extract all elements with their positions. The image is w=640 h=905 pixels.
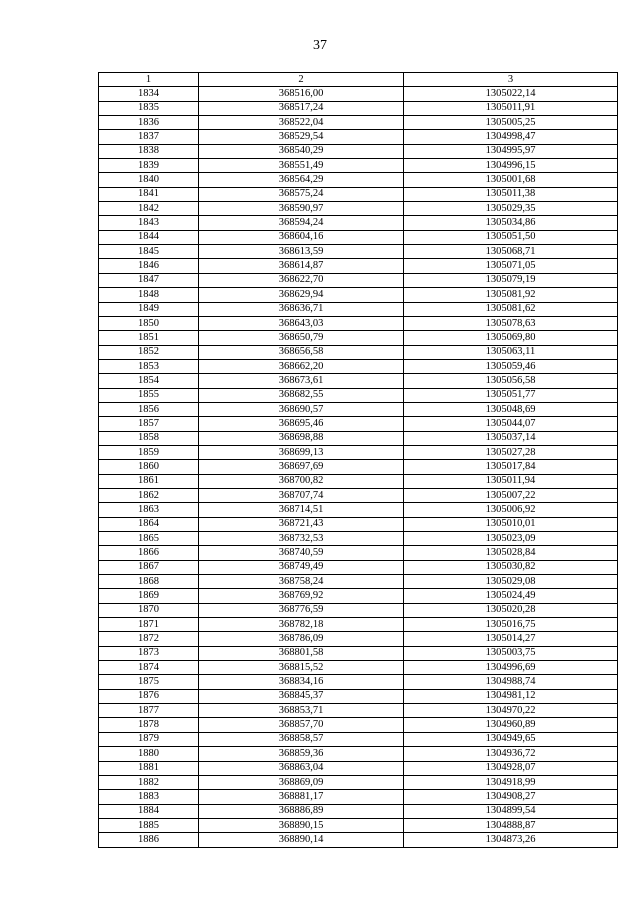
y-coordinate-cell: 1305006,92 xyxy=(404,503,618,517)
y-coordinate-cell: 1304995,97 xyxy=(404,144,618,158)
point-number-cell: 1870 xyxy=(99,603,199,617)
x-coordinate-cell: 368529,54 xyxy=(199,130,404,144)
point-number-cell: 1838 xyxy=(99,144,199,158)
header-col-1: 1 xyxy=(99,73,199,87)
x-coordinate-cell: 368622,70 xyxy=(199,273,404,287)
x-coordinate-cell: 368643,03 xyxy=(199,316,404,330)
x-coordinate-cell: 368564,29 xyxy=(199,173,404,187)
y-coordinate-cell: 1305024,49 xyxy=(404,589,618,603)
y-coordinate-cell: 1305056,58 xyxy=(404,374,618,388)
y-coordinate-cell: 1305011,94 xyxy=(404,474,618,488)
table-row xyxy=(99,474,618,488)
table-row xyxy=(99,302,618,316)
y-coordinate-cell: 1305007,22 xyxy=(404,488,618,502)
x-coordinate-cell: 368881,17 xyxy=(199,790,404,804)
y-coordinate-cell: 1304888,87 xyxy=(404,818,618,832)
x-coordinate-cell: 368859,36 xyxy=(199,747,404,761)
point-number-cell: 1877 xyxy=(99,704,199,718)
table-header xyxy=(99,73,618,87)
x-coordinate-cell: 368858,57 xyxy=(199,732,404,746)
x-coordinate-cell: 368699,13 xyxy=(199,445,404,459)
y-coordinate-cell: 1305069,80 xyxy=(404,331,618,345)
point-number-cell: 1841 xyxy=(99,187,199,201)
x-coordinate-cell: 368776,59 xyxy=(199,603,404,617)
table-row xyxy=(99,273,618,287)
table-row xyxy=(99,560,618,574)
y-coordinate-cell: 1304899,54 xyxy=(404,804,618,818)
table-body xyxy=(99,87,618,847)
y-coordinate-cell: 1305048,69 xyxy=(404,402,618,416)
table-row xyxy=(99,388,618,402)
y-coordinate-cell: 1305005,25 xyxy=(404,116,618,130)
y-coordinate-cell: 1305068,71 xyxy=(404,245,618,259)
point-number-cell: 1848 xyxy=(99,288,199,302)
x-coordinate-cell: 368698,88 xyxy=(199,431,404,445)
x-coordinate-cell: 368834,16 xyxy=(199,675,404,689)
table-row xyxy=(99,259,618,273)
y-coordinate-cell: 1304988,74 xyxy=(404,675,618,689)
table-row xyxy=(99,761,618,775)
x-coordinate-cell: 368890,15 xyxy=(199,818,404,832)
y-coordinate-cell: 1304998,47 xyxy=(404,130,618,144)
table-row xyxy=(99,331,618,345)
y-coordinate-cell: 1304928,07 xyxy=(404,761,618,775)
x-coordinate-cell: 368749,49 xyxy=(199,560,404,574)
table-row xyxy=(99,417,618,431)
x-coordinate-cell: 368714,51 xyxy=(199,503,404,517)
table-row xyxy=(99,488,618,502)
y-coordinate-cell: 1305003,75 xyxy=(404,646,618,660)
y-coordinate-cell: 1305037,14 xyxy=(404,431,618,445)
x-coordinate-cell: 368690,57 xyxy=(199,402,404,416)
point-number-cell: 1849 xyxy=(99,302,199,316)
point-number-cell: 1854 xyxy=(99,374,199,388)
table-row xyxy=(99,603,618,617)
point-number-cell: 1837 xyxy=(99,130,199,144)
table-row xyxy=(99,575,618,589)
point-number-cell: 1859 xyxy=(99,445,199,459)
y-coordinate-cell: 1305027,28 xyxy=(404,445,618,459)
point-number-cell: 1840 xyxy=(99,173,199,187)
y-coordinate-cell: 1305044,07 xyxy=(404,417,618,431)
table-row xyxy=(99,144,618,158)
table-row xyxy=(99,216,618,230)
table-row xyxy=(99,661,618,675)
point-number-cell: 1835 xyxy=(99,101,199,115)
x-coordinate-cell: 368682,55 xyxy=(199,388,404,402)
table-row xyxy=(99,517,618,531)
point-number-cell: 1834 xyxy=(99,87,199,101)
y-coordinate-cell: 1304960,89 xyxy=(404,718,618,732)
table-row xyxy=(99,790,618,804)
point-number-cell: 1842 xyxy=(99,202,199,216)
point-number-cell: 1847 xyxy=(99,273,199,287)
x-coordinate-cell: 368721,43 xyxy=(199,517,404,531)
x-coordinate-cell: 368769,92 xyxy=(199,589,404,603)
y-coordinate-cell: 1305059,46 xyxy=(404,359,618,373)
x-coordinate-cell: 368782,18 xyxy=(199,618,404,632)
y-coordinate-cell: 1305071,05 xyxy=(404,259,618,273)
point-number-cell: 1861 xyxy=(99,474,199,488)
table-row xyxy=(99,87,618,101)
table-row xyxy=(99,804,618,818)
point-number-cell: 1879 xyxy=(99,732,199,746)
header-row xyxy=(99,73,618,87)
point-number-cell: 1883 xyxy=(99,790,199,804)
point-number-cell: 1884 xyxy=(99,804,199,818)
y-coordinate-cell: 1305017,84 xyxy=(404,460,618,474)
x-coordinate-cell: 368629,94 xyxy=(199,288,404,302)
x-coordinate-cell: 368697,69 xyxy=(199,460,404,474)
x-coordinate-cell: 368614,87 xyxy=(199,259,404,273)
x-coordinate-cell: 368732,53 xyxy=(199,532,404,546)
point-number-cell: 1864 xyxy=(99,517,199,531)
point-number-cell: 1885 xyxy=(99,818,199,832)
table-row xyxy=(99,245,618,259)
y-coordinate-cell: 1305051,50 xyxy=(404,230,618,244)
y-coordinate-cell: 1304918,99 xyxy=(404,775,618,789)
y-coordinate-cell: 1305034,86 xyxy=(404,216,618,230)
y-coordinate-cell: 1305063,11 xyxy=(404,345,618,359)
x-coordinate-cell: 368740,59 xyxy=(199,546,404,560)
x-coordinate-cell: 368845,37 xyxy=(199,689,404,703)
table-row xyxy=(99,345,618,359)
point-number-cell: 1865 xyxy=(99,532,199,546)
x-coordinate-cell: 368815,52 xyxy=(199,661,404,675)
y-coordinate-cell: 1305028,84 xyxy=(404,546,618,560)
x-coordinate-cell: 368869,09 xyxy=(199,775,404,789)
table-row xyxy=(99,675,618,689)
point-number-cell: 1855 xyxy=(99,388,199,402)
y-coordinate-cell: 1305016,75 xyxy=(404,618,618,632)
y-coordinate-cell: 1305079,19 xyxy=(404,273,618,287)
x-coordinate-cell: 368801,58 xyxy=(199,646,404,660)
table-row xyxy=(99,833,618,847)
y-coordinate-cell: 1304996,15 xyxy=(404,159,618,173)
table-row xyxy=(99,402,618,416)
table-row xyxy=(99,445,618,459)
y-coordinate-cell: 1305078,63 xyxy=(404,316,618,330)
table-row xyxy=(99,173,618,187)
point-number-cell: 1868 xyxy=(99,575,199,589)
header-col-3: 3 xyxy=(404,73,618,87)
table-row xyxy=(99,732,618,746)
table-row xyxy=(99,747,618,761)
table-row xyxy=(99,101,618,115)
table-row xyxy=(99,359,618,373)
point-number-cell: 1872 xyxy=(99,632,199,646)
y-coordinate-cell: 1304970,22 xyxy=(404,704,618,718)
point-number-cell: 1845 xyxy=(99,245,199,259)
table-row xyxy=(99,632,618,646)
y-coordinate-cell: 1305029,35 xyxy=(404,202,618,216)
x-coordinate-cell: 368604,16 xyxy=(199,230,404,244)
point-number-cell: 1873 xyxy=(99,646,199,660)
x-coordinate-cell: 368673,61 xyxy=(199,374,404,388)
point-number-cell: 1853 xyxy=(99,359,199,373)
x-coordinate-cell: 368650,79 xyxy=(199,331,404,345)
y-coordinate-cell: 1304996,69 xyxy=(404,661,618,675)
table-row xyxy=(99,159,618,173)
x-coordinate-cell: 368662,20 xyxy=(199,359,404,373)
point-number-cell: 1839 xyxy=(99,159,199,173)
point-number-cell: 1852 xyxy=(99,345,199,359)
x-coordinate-cell: 368516,00 xyxy=(199,87,404,101)
point-number-cell: 1851 xyxy=(99,331,199,345)
header-col-2: 2 xyxy=(199,73,404,87)
x-coordinate-cell: 368707,74 xyxy=(199,488,404,502)
x-coordinate-cell: 368886,89 xyxy=(199,804,404,818)
point-number-cell: 1869 xyxy=(99,589,199,603)
table-row xyxy=(99,646,618,660)
y-coordinate-cell: 1305001,68 xyxy=(404,173,618,187)
point-number-cell: 1846 xyxy=(99,259,199,273)
table-row xyxy=(99,503,618,517)
y-coordinate-cell: 1304981,12 xyxy=(404,689,618,703)
y-coordinate-cell: 1304873,26 xyxy=(404,833,618,847)
point-number-cell: 1850 xyxy=(99,316,199,330)
x-coordinate-cell: 368700,82 xyxy=(199,474,404,488)
x-coordinate-cell: 368786,09 xyxy=(199,632,404,646)
x-coordinate-cell: 368590,97 xyxy=(199,202,404,216)
point-number-cell: 1876 xyxy=(99,689,199,703)
x-coordinate-cell: 368863,04 xyxy=(199,761,404,775)
page-number: 37 xyxy=(313,38,327,53)
table-row xyxy=(99,116,618,130)
x-coordinate-cell: 368857,70 xyxy=(199,718,404,732)
table-row xyxy=(99,589,618,603)
point-number-cell: 1882 xyxy=(99,775,199,789)
table-row xyxy=(99,230,618,244)
point-number-cell: 1874 xyxy=(99,661,199,675)
y-coordinate-cell: 1305011,91 xyxy=(404,101,618,115)
point-number-cell: 1867 xyxy=(99,560,199,574)
point-number-cell: 1858 xyxy=(99,431,199,445)
y-coordinate-cell: 1305011,38 xyxy=(404,187,618,201)
y-coordinate-cell: 1305023,09 xyxy=(404,532,618,546)
point-number-cell: 1862 xyxy=(99,488,199,502)
table-row xyxy=(99,546,618,560)
point-number-cell: 1843 xyxy=(99,216,199,230)
point-number-cell: 1863 xyxy=(99,503,199,517)
x-coordinate-cell: 368540,29 xyxy=(199,144,404,158)
y-coordinate-cell: 1305014,27 xyxy=(404,632,618,646)
x-coordinate-cell: 368758,24 xyxy=(199,575,404,589)
y-coordinate-cell: 1304949,65 xyxy=(404,732,618,746)
table-row xyxy=(99,460,618,474)
x-coordinate-cell: 368656,58 xyxy=(199,345,404,359)
point-number-cell: 1875 xyxy=(99,675,199,689)
x-coordinate-cell: 368890,14 xyxy=(199,833,404,847)
table-row xyxy=(99,532,618,546)
x-coordinate-cell: 368613,59 xyxy=(199,245,404,259)
table-row xyxy=(99,130,618,144)
table-row xyxy=(99,618,618,632)
x-coordinate-cell: 368522,04 xyxy=(199,116,404,130)
y-coordinate-cell: 1305029,08 xyxy=(404,575,618,589)
table-row xyxy=(99,818,618,832)
table-row xyxy=(99,374,618,388)
point-number-cell: 1844 xyxy=(99,230,199,244)
y-coordinate-cell: 1305081,62 xyxy=(404,302,618,316)
table-row xyxy=(99,718,618,732)
point-number-cell: 1836 xyxy=(99,116,199,130)
table-row xyxy=(99,288,618,302)
y-coordinate-cell: 1304908,27 xyxy=(404,790,618,804)
coordinates-table xyxy=(98,72,618,848)
table-row xyxy=(99,704,618,718)
x-coordinate-cell: 368517,24 xyxy=(199,101,404,115)
point-number-cell: 1856 xyxy=(99,402,199,416)
y-coordinate-cell: 1305022,14 xyxy=(404,87,618,101)
point-number-cell: 1886 xyxy=(99,833,199,847)
point-number-cell: 1880 xyxy=(99,747,199,761)
table-row xyxy=(99,775,618,789)
point-number-cell: 1871 xyxy=(99,618,199,632)
point-number-cell: 1857 xyxy=(99,417,199,431)
point-number-cell: 1860 xyxy=(99,460,199,474)
y-coordinate-cell: 1305030,82 xyxy=(404,560,618,574)
point-number-cell: 1881 xyxy=(99,761,199,775)
y-coordinate-cell: 1304936,72 xyxy=(404,747,618,761)
x-coordinate-cell: 368636,71 xyxy=(199,302,404,316)
y-coordinate-cell: 1305051,77 xyxy=(404,388,618,402)
y-coordinate-cell: 1305020,28 xyxy=(404,603,618,617)
x-coordinate-cell: 368695,46 xyxy=(199,417,404,431)
x-coordinate-cell: 368594,24 xyxy=(199,216,404,230)
table-row xyxy=(99,431,618,445)
table-row xyxy=(99,187,618,201)
y-coordinate-cell: 1305010,01 xyxy=(404,517,618,531)
table-row xyxy=(99,316,618,330)
y-coordinate-cell: 1305081,92 xyxy=(404,288,618,302)
x-coordinate-cell: 368575,24 xyxy=(199,187,404,201)
x-coordinate-cell: 368551,49 xyxy=(199,159,404,173)
x-coordinate-cell: 368853,71 xyxy=(199,704,404,718)
point-number-cell: 1878 xyxy=(99,718,199,732)
table-row xyxy=(99,689,618,703)
table-row xyxy=(99,202,618,216)
point-number-cell: 1866 xyxy=(99,546,199,560)
